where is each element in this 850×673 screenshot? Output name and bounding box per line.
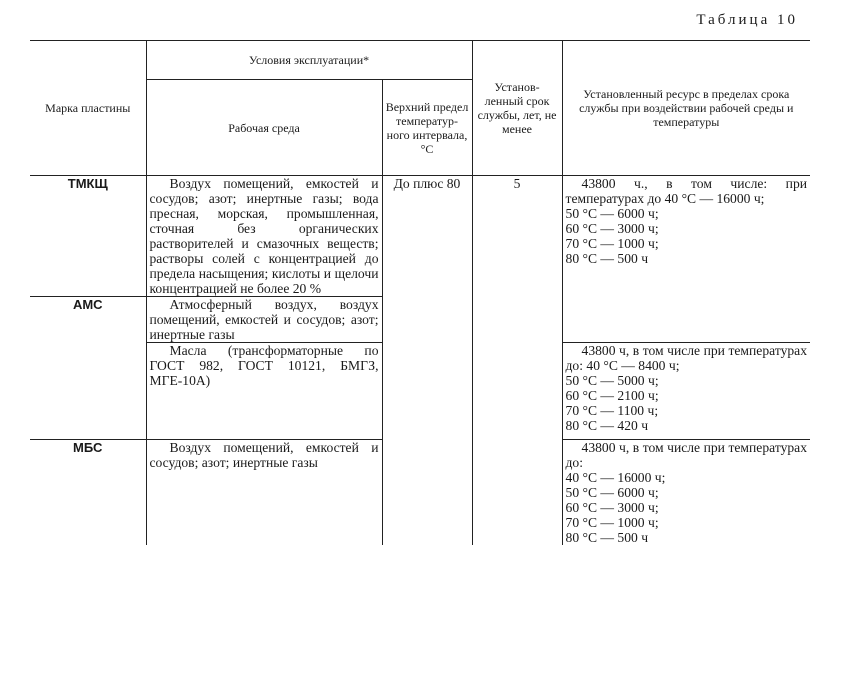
environment-text: Воздух помещений, емкостей и сосудов; азот; инертные газы bbox=[149, 440, 379, 470]
brand-cell: МБС bbox=[30, 440, 146, 546]
table-caption: Таблица 10 bbox=[696, 12, 798, 28]
header-upper-limit: Верхний предел температур-ного интервала, °С bbox=[382, 80, 472, 176]
environment-cell bbox=[146, 343, 382, 440]
resource-line: 80 °С — 500 ч bbox=[565, 251, 649, 266]
service-life-cell: 5 bbox=[472, 176, 562, 546]
resource-line: 80 °С — 420 ч bbox=[565, 418, 649, 433]
resource-line: 50 °С — 5000 ч; bbox=[565, 373, 659, 388]
resource-cell bbox=[562, 176, 810, 343]
header-resource: Установленный ресурс в пределах срока службы при воздействии рабочей среды и температуры bbox=[562, 41, 810, 176]
resource-intro: 43800 ч, в том числе при температурах до: bbox=[565, 440, 808, 470]
resource-line: 60 °С — 2100 ч; bbox=[565, 388, 659, 403]
environment-text: Масла (трансформаторные по ГОСТ 982, ГОСТ 10121, БМГЗ, МГЕ-10А) bbox=[149, 343, 379, 388]
brand-cell: ТМКЩ bbox=[30, 176, 146, 297]
environment-cell bbox=[146, 297, 382, 343]
resource-line: 40 °С — 16000 ч; bbox=[565, 470, 666, 485]
resource-line: 60 °С — 3000 ч; bbox=[565, 221, 659, 236]
upper-limit-cell: До плюс 80 bbox=[382, 176, 472, 546]
brand-cell: АМС bbox=[30, 297, 146, 440]
environment-cell bbox=[146, 440, 382, 546]
resource-line: 70 °С — 1100 ч; bbox=[565, 403, 659, 418]
resource-line: 80 °С — 500 ч bbox=[565, 530, 649, 545]
environment-cell bbox=[146, 176, 382, 297]
resource-cell bbox=[562, 343, 810, 440]
resource-line: 70 °С — 1000 ч; bbox=[565, 236, 659, 251]
header-brand: Марка пластины bbox=[30, 41, 146, 176]
resource-line: 50 °С — 6000 ч; bbox=[565, 206, 659, 221]
resource-line: 70 °С — 1000 ч; bbox=[565, 515, 659, 530]
resource-intro: 43800 ч., в том числе: при температурах до 40 °С — 16000 ч; bbox=[565, 176, 808, 206]
header-conditions: Условия эксплуатации* bbox=[146, 41, 472, 80]
environment-text: Атмосферный воздух, воздух помещений, емкостей и сосудов; азот; инертные газы bbox=[149, 297, 379, 342]
header-environment: Рабочая среда bbox=[146, 80, 382, 176]
resource-intro: 43800 ч, в том числе при температурах до: 40 °С — 8400 ч; bbox=[565, 343, 808, 373]
resource-table bbox=[30, 40, 810, 545]
resource-cell bbox=[562, 440, 810, 546]
table-row bbox=[30, 176, 810, 297]
header-service-life: Установ-ленный срок службы, лет, не менее bbox=[472, 41, 562, 176]
environment-text: Воздух помещений, емкостей и сосудов; азот; инертные газы; вода пресная, морская, промышленная, сточная без органических растворителей и смазочных веществ; растворы солей с концентрацией до предела насыщения; кислоты и щелочи концентрацией не более 20 % bbox=[149, 176, 379, 296]
resource-line: 50 °С — 6000 ч; bbox=[565, 485, 659, 500]
resource-line: 60 °С — 3000 ч; bbox=[565, 500, 659, 515]
